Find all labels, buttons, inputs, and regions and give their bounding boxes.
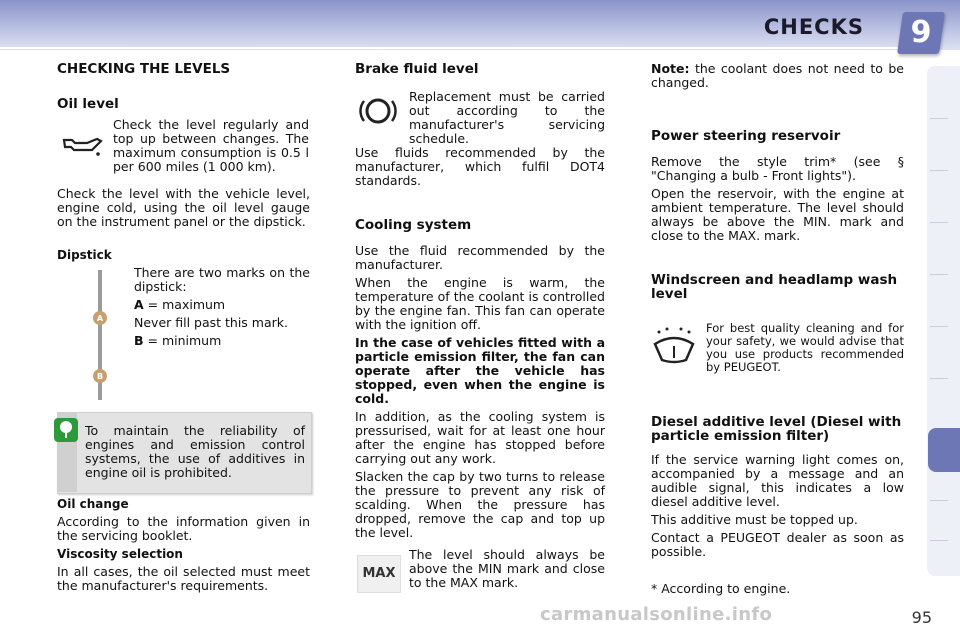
svg-text:B: B (96, 372, 104, 381)
footnote: * According to engine. (651, 581, 791, 596)
washer-icon (651, 326, 697, 366)
wash-title: Windscreen and headlamp wash level (651, 272, 898, 302)
brake-p2: Use fluids recommended by the manufacturer, which fulfil DOT4 standards. (355, 145, 605, 188)
diesel-block (651, 415, 904, 563)
brake-title: Brake fluid level (355, 61, 479, 77)
cooling-p1: Use the fluid recommended by the manufacturer. (355, 243, 605, 272)
header-divider (0, 47, 900, 49)
mark-b-label: B (134, 333, 144, 348)
dipstick-illustration (90, 270, 110, 400)
tab-active-checks[interactable] (928, 428, 960, 472)
mark-a-text: = maximum (147, 297, 226, 312)
oil-change-text: According to the information given in the servicing booklet. (57, 514, 310, 543)
diesel-p1: If the service warning light comes on, accompanied by a message and an audible signal, this indicates a low diesel additive level. (651, 452, 904, 509)
cooling-p5: Slacken the cap by two turns to release the pressure to prevent any risk of scalding. When the pressure has dropped, remove the cap and top up the level. (355, 469, 605, 540)
note-wrap (651, 62, 904, 94)
mark-a-label: A (134, 297, 144, 312)
brake-warning-icon (358, 93, 398, 129)
viscosity-text: In all cases, the oil selected must meet the manufacturer's requirements. (57, 564, 310, 593)
tab-divider (930, 170, 948, 171)
dipstick-title: Dipstick (57, 248, 112, 262)
oil-level-block (57, 97, 310, 111)
max-level-icon (357, 555, 401, 593)
note-text: the coolant does not need to be changed. (651, 61, 904, 90)
dipstick-intro: There are two marks on the dipstick: (134, 265, 310, 294)
never-fill-text: Never fill past this mark. (134, 315, 288, 330)
dipstick-title-wrap (57, 248, 310, 262)
oil-level-text2 (57, 187, 310, 233)
chapter-number: 9 (910, 15, 932, 50)
power-title: Power steering reservoir (651, 128, 841, 144)
oil-can-icon (60, 132, 104, 158)
tab-divider (930, 326, 948, 327)
cooling-title: Cooling system (355, 217, 472, 233)
note-label: Note: (651, 61, 690, 76)
tab-divider (930, 378, 948, 379)
tab-divider (930, 500, 948, 501)
cooling-block (355, 218, 605, 544)
tab-divider (930, 274, 948, 275)
footnote-wrap (651, 582, 904, 600)
brake-title-wrap (355, 62, 605, 76)
col1-heading-wrap (57, 62, 310, 76)
diesel-p2: This additive must be topped up. (651, 512, 858, 527)
cooling-p2: When the engine is warm, the temperature of the coolant is controlled by the engine fan. This fan can operate with the ignition off. (355, 275, 605, 332)
cooling-p3: In the case of vehicles fitted with a particle emission filter, the fan can operate after the vehicle has stopped, even when the engine is cold. (355, 335, 605, 406)
svg-text:A: A (96, 314, 104, 323)
power-block (651, 129, 904, 247)
oil-change-block (57, 497, 310, 597)
page-number: 95 (911, 608, 932, 627)
tab-divider (930, 222, 948, 223)
tree-icon (54, 418, 78, 442)
max-level-label: MAX (362, 566, 396, 581)
diesel-title: Diesel additive level (Diesel with particle emission filter) (651, 414, 902, 444)
oil-level-title: Oil level (57, 96, 119, 112)
mark-b-text: = minimum (147, 333, 222, 348)
tip-text-wrap (85, 424, 305, 484)
brake-text1-wrap (409, 90, 605, 150)
oil-change-title: Oil change (57, 497, 129, 511)
oil-level-text (113, 118, 309, 178)
power-p1: Remove the style trim* (see § "Changing a bulb - Front lights"). (651, 154, 904, 183)
dipstick-text (134, 266, 310, 352)
max-text: The level should always be above the MIN mark and close to the MAX mark. (409, 547, 605, 590)
oil-level-p1: Check the level regularly and top up between changes. The maximum consumption is 0.5 l per 600 miles (1 000 km). (113, 117, 309, 174)
tab-divider (930, 540, 948, 541)
cooling-p4: In addition, as the cooling system is pressurised, wait for at least one hour after the engine has stopped before carrying out any work. (355, 409, 605, 466)
viscosity-title: Viscosity selection (57, 547, 183, 561)
tip-text: To maintain the reliability of engines and emission control systems, the use of additives in engine oil is prohibited. (85, 423, 305, 480)
watermark-text: carmanualsonline.info (540, 604, 773, 625)
wash-title-wrap (651, 273, 904, 301)
brake-p1: Replacement must be carried out according to the manufacturer's servicing schedule. (409, 89, 605, 146)
oil-level-p2: Check the level with the vehicle level, engine cold, using the oil level gauge on the instrument panel or the dipstick. (57, 186, 310, 229)
wash-text-wrap (706, 322, 904, 378)
tab-divider (930, 118, 948, 119)
diesel-p3: Contact a PEUGEOT dealer as soon as possible. (651, 530, 904, 559)
brake-text2-wrap (355, 146, 605, 192)
wash-text: For best quality cleaning and for your safety, we would advise that you use products recommended by PEUGEOT. (706, 321, 904, 374)
power-p2: Open the reservoir, with the engine at ambient temperature. The level should always be above the MIN. mark and close to the MAX. mark. (651, 186, 904, 243)
chapter-title: CHECKS (763, 15, 864, 39)
section-heading: CHECKING THE LEVELS (57, 61, 231, 77)
max-text-wrap (409, 548, 605, 594)
